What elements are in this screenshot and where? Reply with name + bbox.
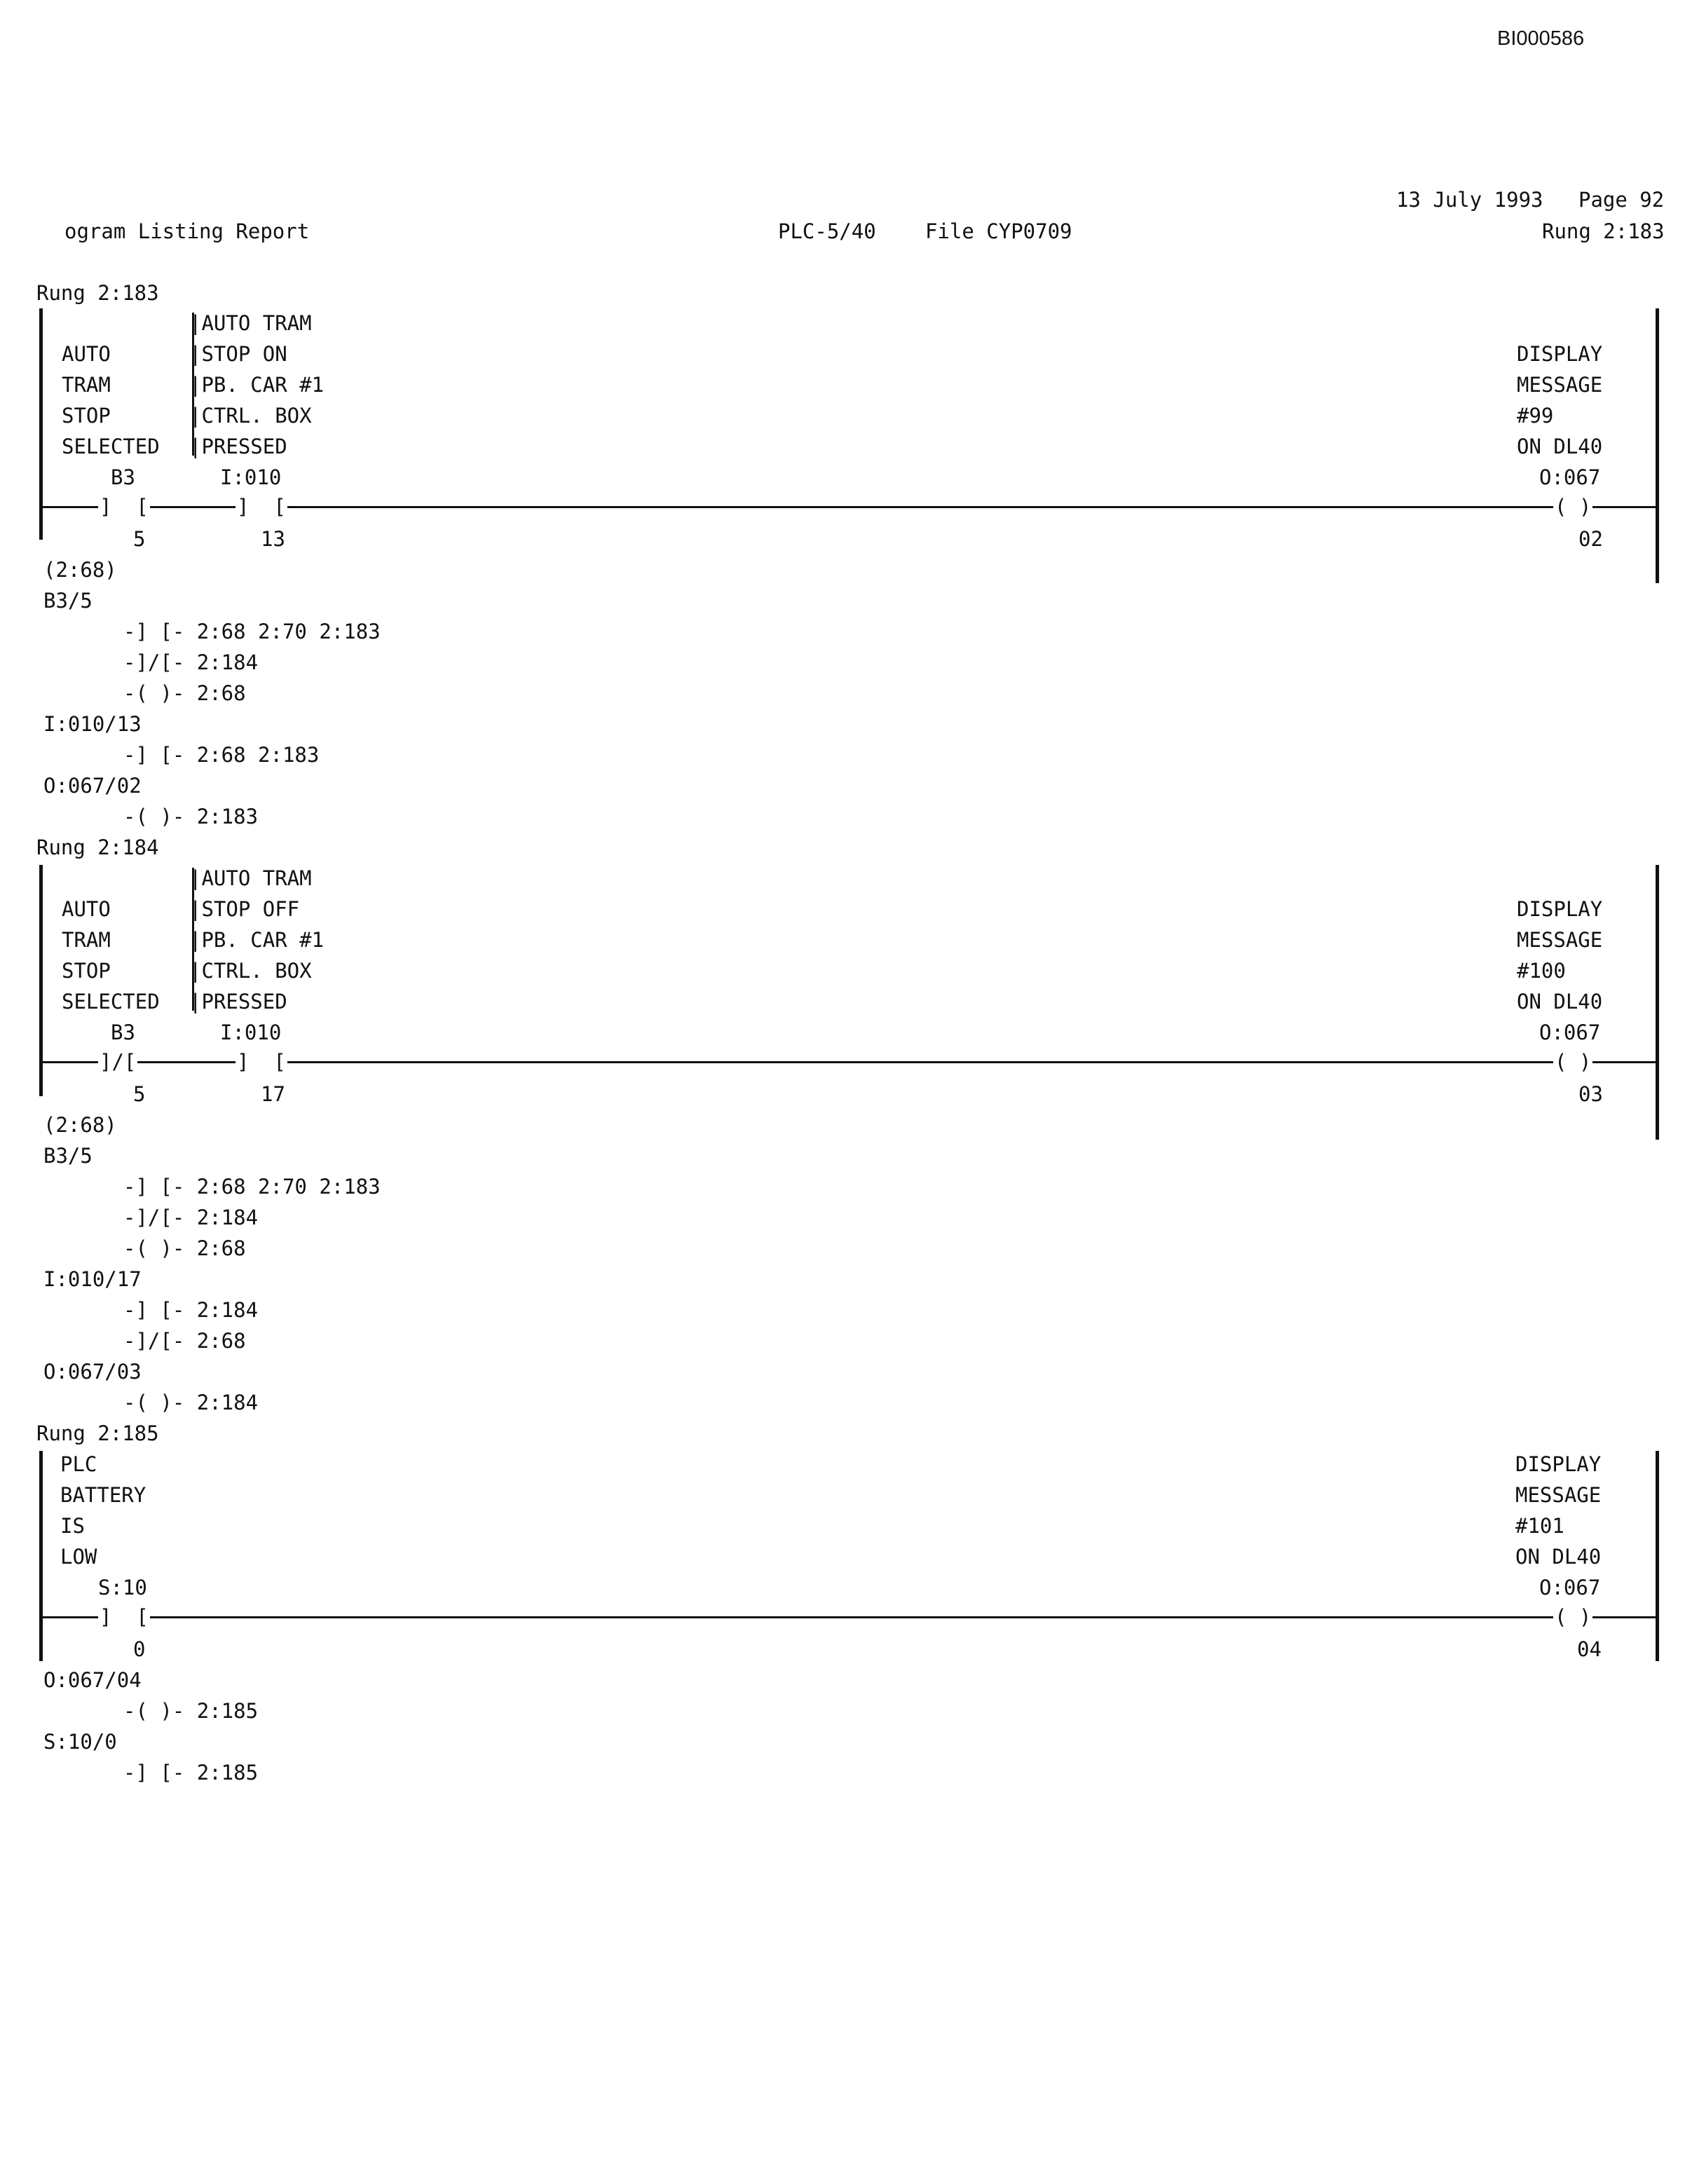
ref-line: -] [- 2:185	[123, 1761, 259, 1784]
contact2-bit: 17	[261, 1082, 285, 1106]
contact1-desc-line: SELECTED	[62, 435, 160, 458]
contact2-address: I:010	[220, 465, 282, 489]
ref-line: -]/[- 2:184	[123, 650, 259, 674]
ref-tag: B3/5	[43, 1144, 93, 1168]
ref-tag: S:10/0	[43, 1730, 117, 1754]
contact2-bit: 13	[261, 527, 285, 551]
rung-wire	[41, 1616, 1657, 1618]
file-name: File CYP0709	[925, 219, 1072, 243]
ref-line: -( )- 2:68	[123, 1236, 246, 1260]
left-power-rail	[39, 308, 43, 540]
ref-line: -] [- 2:68 2:70 2:183	[123, 620, 381, 643]
contact1-address: B3	[111, 465, 135, 489]
xic-contact-symbol: ] [	[237, 1050, 286, 1074]
contact2-desc-line: |CTRL. BOX	[189, 959, 312, 983]
contact1-desc-line: SELECTED	[62, 990, 160, 1013]
output-desc-line: DISPLAY	[1515, 1452, 1602, 1476]
contact-top-label: |AUTO TRAM	[189, 311, 312, 335]
output-bit: 02	[1578, 527, 1603, 551]
ref-line: -( )- 2:183	[123, 805, 259, 828]
ref-line: -]/[- 2:184	[123, 1206, 259, 1229]
xic-contact-symbol: ] [	[100, 495, 149, 519]
contact2-desc-line: |STOP ON	[189, 342, 287, 366]
right-power-rail	[1656, 1451, 1659, 1661]
output-address: O:067	[1539, 1576, 1601, 1599]
contact2-desc-line: |PRESSED	[189, 990, 287, 1013]
right-power-rail	[1656, 865, 1659, 1140]
contact1-address: S:10	[98, 1576, 147, 1599]
ref-tag: O:067/02	[43, 774, 142, 798]
output-desc-line: #99	[1517, 404, 1554, 428]
ref-line: -]/[- 2:68	[123, 1329, 246, 1353]
output-address: O:067	[1539, 465, 1601, 489]
contact2-desc-line: |PB. CAR #1	[189, 928, 325, 952]
output-coil-symbol: ( )	[1555, 495, 1592, 519]
ref-line: -] [- 2:68 2:70 2:183	[123, 1175, 381, 1199]
cross-reference: (2:68)	[43, 558, 117, 582]
output-desc-line: MESSAGE	[1517, 373, 1603, 397]
output-desc-line: #101	[1515, 1514, 1564, 1538]
contact1-bit: 0	[133, 1637, 146, 1661]
contact1-bit: 5	[133, 1082, 146, 1106]
ref-line: -] [- 2:184	[123, 1298, 259, 1322]
processor-type: PLC-5/40	[778, 219, 876, 243]
output-desc-line: ON DL40	[1517, 435, 1603, 458]
document-id: BI000586	[1497, 27, 1585, 50]
ref-line: -] [- 2:68 2:183	[123, 743, 320, 767]
ref-line: -( )- 2:184	[123, 1391, 259, 1414]
output-coil-symbol: ( )	[1555, 1050, 1592, 1074]
report-title: ogram Listing Report	[64, 219, 310, 243]
ref-tag: I:010/13	[43, 712, 142, 736]
page-number: Page 92	[1578, 188, 1665, 212]
rung-title: Rung 2:184	[36, 835, 159, 859]
contact1-desc-line: BATTERY	[60, 1483, 146, 1507]
output-desc-line: DISPLAY	[1517, 897, 1603, 921]
contact1-desc-line: PLC	[60, 1452, 97, 1476]
ref-line: -( )- 2:185	[123, 1699, 259, 1723]
header-rung-ref: Rung 2:183	[1542, 219, 1665, 243]
xio-contact-symbol: ]/[	[100, 1050, 137, 1074]
ref-tag: O:067/03	[43, 1360, 142, 1384]
rung-title: Rung 2:185	[36, 1421, 159, 1445]
ref-line: -( )- 2:68	[123, 681, 246, 705]
contact1-desc-line: IS	[60, 1514, 85, 1538]
output-coil-symbol: ( )	[1555, 1605, 1592, 1629]
contact1-desc-line: STOP	[62, 404, 111, 428]
output-bit: 03	[1578, 1082, 1603, 1106]
contact1-desc-line: AUTO	[62, 342, 111, 366]
rung-title: Rung 2:183	[36, 281, 159, 305]
contact-top-label: |AUTO TRAM	[189, 866, 312, 890]
output-desc-line: #100	[1517, 959, 1566, 983]
ref-tag: I:010/17	[43, 1267, 142, 1291]
output-desc-line: ON DL40	[1517, 990, 1603, 1013]
right-power-rail	[1656, 308, 1659, 583]
contact2-desc-line: |CTRL. BOX	[189, 404, 312, 428]
xic-contact-symbol: ] [	[237, 495, 286, 519]
output-desc-line: ON DL40	[1515, 1545, 1602, 1569]
contact1-bit: 5	[133, 527, 146, 551]
report-date: 13 July 1993	[1396, 188, 1543, 212]
ref-tag: B3/5	[43, 589, 93, 613]
contact2-desc-line: |PB. CAR #1	[189, 373, 325, 397]
contact1-address: B3	[111, 1021, 135, 1044]
contact2-desc-line: |STOP OFF	[189, 897, 300, 921]
contact2-desc-line: |PRESSED	[189, 435, 287, 458]
contact2-address: I:010	[220, 1021, 282, 1044]
contact1-desc-line: STOP	[62, 959, 111, 983]
left-power-rail	[39, 1451, 43, 1661]
output-desc-line: MESSAGE	[1517, 928, 1603, 952]
ref-tag: O:067/04	[43, 1668, 142, 1692]
output-address: O:067	[1539, 1021, 1601, 1044]
contact1-desc-line: TRAM	[62, 928, 111, 952]
contact1-desc-line: TRAM	[62, 373, 111, 397]
output-bit: 04	[1577, 1637, 1602, 1661]
contact1-desc-line: AUTO	[62, 897, 111, 921]
output-desc-line: DISPLAY	[1517, 342, 1603, 366]
contact1-desc-line: LOW	[60, 1545, 97, 1569]
cross-reference: (2:68)	[43, 1113, 117, 1137]
output-desc-line: MESSAGE	[1515, 1483, 1602, 1507]
xic-contact-symbol: ] [	[100, 1605, 149, 1629]
